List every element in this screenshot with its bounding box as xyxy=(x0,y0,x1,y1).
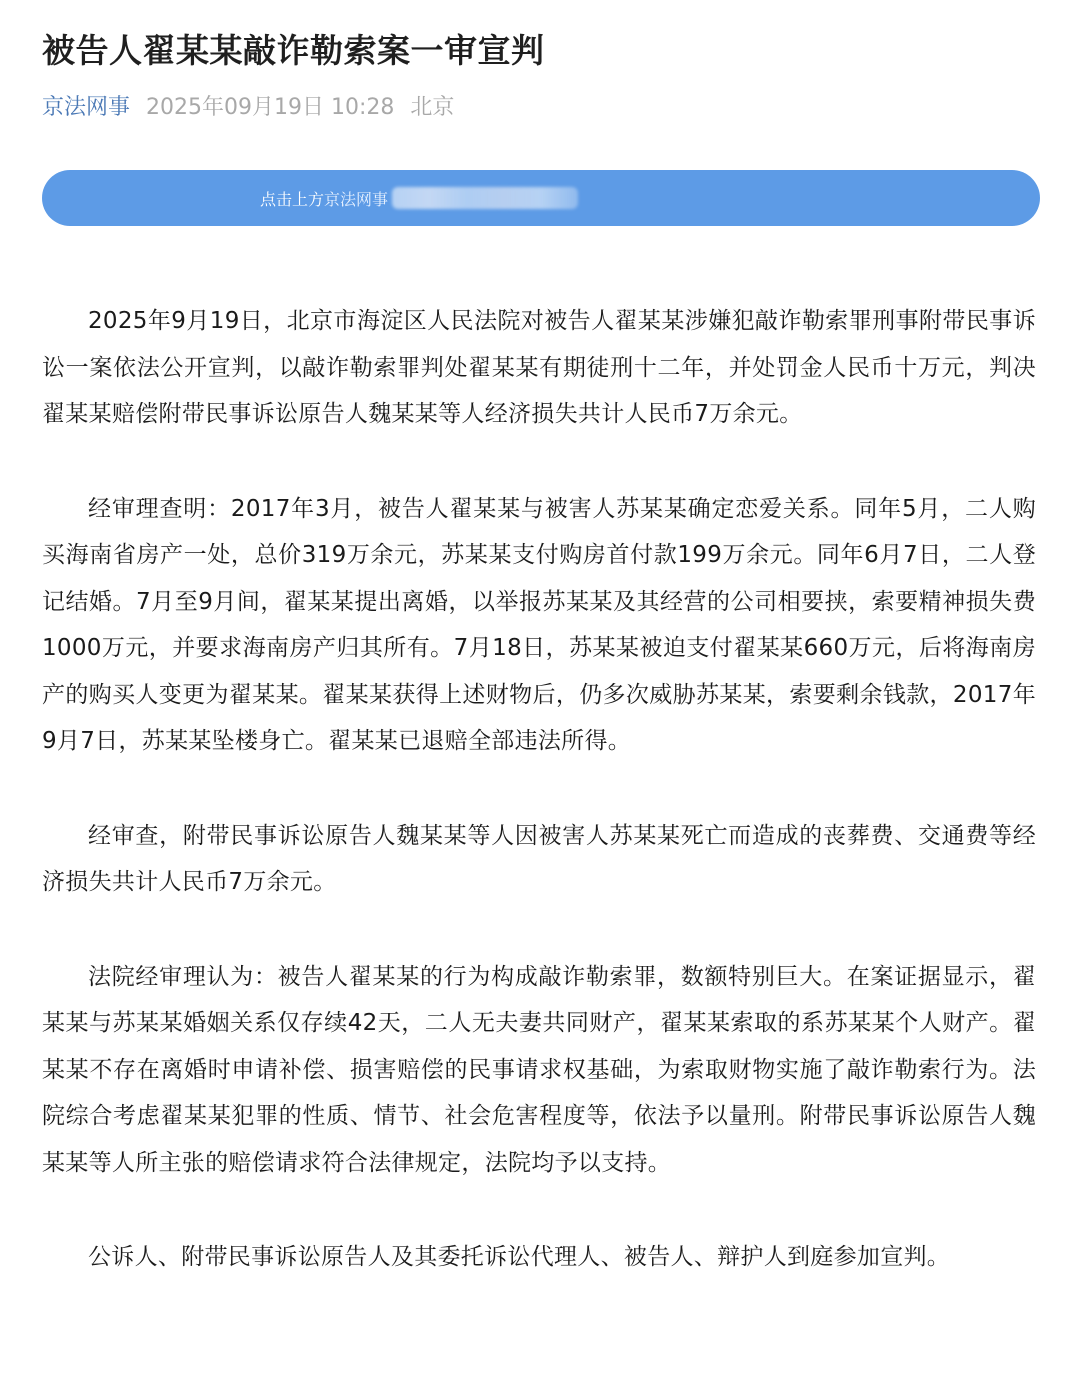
article-paragraph: 公诉人、附带民事诉讼原告人及其委托诉讼代理人、被告人、辩护人到庭参加宣判。 xyxy=(88,1244,951,1270)
follow-hint-brand: 京法网事 xyxy=(324,189,389,209)
article-paragraph: 经审查，附带民事诉讼原告人魏某某等人因被害人苏某某死亡而造成的丧葬费、交通费等经济损失共计人民币7万余元。 xyxy=(42,822,1036,895)
article-body xyxy=(42,298,1036,1281)
source-account-link[interactable]: 京法网事 xyxy=(42,95,131,120)
article-paragraph: 2025年9月19日，北京市海淀区人民法院对被告人翟某某涉嫌犯敲诈勒索罪刑事附带民事诉讼一案依法公开宣判，以敲诈勒索罪判处翟某某有期徒刑十二年，并处罚金人民币十万元，判决翟某某赔偿附带民事诉讼原告人魏某某等人经济损失共计人民币7万余元。 xyxy=(42,308,1036,427)
blurred-text-region xyxy=(392,187,578,209)
publish-location: 北京 xyxy=(410,95,455,120)
article-paragraph: 经审理查明：2017年3月，被告人翟某某与被害人苏某某确定恋爱关系。同年5月，二人购买海南省房产一处，总价319万余元，苏某某支付购房首付款199万余元。同年6月7日，二人登记结婚。7月至9月间，翟某某提出离婚，以举报苏某某及其经营的公司相要挟，索要精神损失费1000万元，并要求海南房产归其所有。7月18日，苏某某被迫支付翟某某660万元，后将海南房产的购买人变更为翟某某。翟某某获得上述财物后，仍多次威胁苏某某，索要剩余钱款，2017年9月7日，苏某某坠楼身亡。翟某某已退赔全部违法所得。 xyxy=(42,495,1036,754)
follow-hint-text xyxy=(260,187,388,210)
follow-account-banner[interactable] xyxy=(42,170,1040,226)
article-paragraph: 法院经审理认为：被告人翟某某的行为构成敲诈勒索罪，数额特别巨大。在案证据显示，翟某某与苏某某婚姻关系仅存续42天，二人无夫妻共同财产，翟某某索取的系苏某某个人财产。翟某某不存在离婚时申请补偿、损害赔偿的民事请求权基础，为索取财物实施了敲诈勒索行为。法院综合考虑翟某某犯罪的性质、情节、社会危害程度等，依法予以量刑。附带民事诉讼原告人魏某某等人所主张的赔偿请求符合法律规定，法院均予以支持。 xyxy=(42,963,1036,1176)
article-meta xyxy=(42,90,454,126)
publish-time: 2025年09月19日 10:28 xyxy=(146,95,395,120)
follow-hint-prefix: 点击上方 xyxy=(260,189,325,209)
article-title: 被告人翟某某敲诈勒索案一审宣判 xyxy=(42,31,545,70)
